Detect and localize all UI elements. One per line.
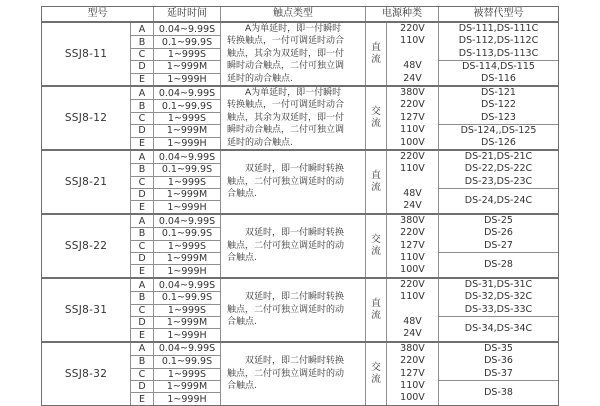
model-block [42,341,558,405]
letter-cell: B [130,35,153,47]
delay-cell: 0.04~9.99S [153,279,220,291]
contact-description-line: 转换触点，一付可调延时动合 [227,100,345,111]
power-kind-char: 交 [371,106,381,118]
delay-cell: 1~999H [153,200,220,212]
delay-cell: 0.04~9.99S [153,23,220,35]
voltage-value: 220V [400,278,425,290]
power-kind-char: 交 [371,234,381,246]
replaced-models-top-cell [438,151,558,188]
letter-cell: B [130,99,153,111]
letter-cell: E [130,137,153,149]
replaced-model: DS-37 [484,367,513,379]
contact-description-line: 触点，二付可独立调延时的动 [227,176,345,187]
contact-description-line: 延时的动合触点. [227,137,293,148]
voltage-value: 220V [400,23,425,34]
letter-cell: B [130,227,153,239]
power-kind-char: 直 [371,170,381,182]
model-block [42,21,558,85]
voltage-value: 110V [400,379,425,391]
delay-cell: 0.1~99.9S [153,163,220,175]
power-kind-cell [365,215,386,277]
replaced-models-top-cell [438,87,558,124]
model-cell: SSJ8-22 [64,239,108,252]
replaced-model: DS-26 [484,227,513,239]
replaced-model: DS-123 [481,111,516,123]
letter-cell: D [130,316,153,328]
table-header [42,7,558,21]
letter-cell: A [130,343,153,355]
replaced-model: DS-32,DS-32C [464,291,533,303]
delay-cell: 1~999M [153,380,220,392]
contact-cell [220,23,365,85]
replaced-model: DS-126 [481,137,516,149]
voltage-cell [386,87,438,149]
voltage-value: 100V [400,392,425,404]
voltage-value: 24V [403,328,422,340]
replaced-model: DS-23,DS-23C [464,175,533,187]
contact-description-line: A为单延时，即一付瞬时 [245,23,342,34]
voltage-value: 127V [400,367,425,379]
voltage-value: 48V [403,60,422,72]
replaced-models-bottom-cell [438,188,558,213]
model-block [42,277,558,341]
replaced-model: DS-112,DS-112C [458,35,539,47]
power-kind-char: 流 [371,373,381,385]
voltage-cell [386,215,438,277]
voltage-value: 220V [400,150,425,162]
contact-description-line: 触点，二付可独立调延时的动 [227,368,345,379]
replaced-model: DS-34,DS-34C [464,322,533,334]
replaced-models-bottom-cell [438,60,558,85]
model-cell: SSJ8-11 [64,47,108,60]
delay-cell: 1~999M [153,60,220,72]
replaced-model: DS-122 [481,99,516,111]
replaced-model: DS-24,DS-24C [464,194,533,206]
contact-description-line: 转换触点，一付可调延时动合 [227,36,345,47]
contact-description-line: 双延时，即二付瞬时转换 [245,292,345,303]
replaced-model: DS-21,DS-21C [464,150,533,162]
power-kind-char: 直 [371,42,381,54]
contact-description-line: 合触点. [227,189,257,200]
power-kind-char: 交 [371,362,381,374]
replaced-model: DS-38 [484,386,513,398]
letter-cell: C [130,304,153,316]
letter-cell: E [130,328,153,340]
voltage-value: 110V [400,124,425,136]
power-kind-char: 直 [371,298,381,310]
power-kind-cell [365,87,386,149]
delay-cell: 0.1~99.9S [153,35,220,47]
replaced-models-bottom-cell [438,252,558,277]
model-cell: SSJ8-21 [64,175,108,188]
table-body [42,21,558,405]
voltage-value: 127V [400,239,425,251]
contact-description-line: 合触点. [227,380,257,391]
voltage-value: 220V [400,355,425,367]
letter-cell: E [130,73,153,85]
letter-cell: C [130,368,153,380]
delay-cell: 0.1~99.9S [153,355,220,367]
delay-cell: 1~999M [153,316,220,328]
replaced-model: DS-25 [484,214,513,226]
letter-cell: E [130,392,153,404]
delay-cell: 1~999S [153,240,220,252]
delay-cell: 1~999M [153,188,220,200]
delay-cell: 1~999H [153,137,220,149]
delay-cell: 1~999H [153,392,220,404]
header-contact: 触点类型 [220,7,365,21]
replaced-model: DS-36 [484,355,513,367]
voltage-value: 380V [400,214,425,226]
replaced-model: DS-31,DS-31C [464,278,533,290]
replaced-models-top-cell [438,343,558,380]
voltage-value: 48V [403,188,422,200]
model-cell: SSJ8-31 [64,303,108,316]
header-replaced: 被替代型号 [438,7,558,21]
letter-cell: D [130,380,153,392]
voltage-value: 220V [400,227,425,239]
contact-description-line: 触点，二付可独立调延时的动 [227,240,345,251]
power-kind-char: 流 [371,245,381,257]
voltage-value: 100V [400,264,425,276]
model-block [42,213,558,277]
delay-cell: 1~999M [153,252,220,264]
contact-description-line: 瞬时动合触点，二付可独立调 [227,125,345,136]
letter-cell: A [130,151,153,163]
replaced-model: DS-22,DS-22C [464,163,533,175]
delay-cell: 0.04~9.99S [153,87,220,99]
power-kind-char: 流 [371,181,381,193]
delay-cell: 1~999S [153,48,220,60]
contact-description-line: 触点，其余为双延时，即一付 [227,48,345,59]
letter-cell: C [130,240,153,252]
replaced-model: DS-111,DS-111C [458,23,539,34]
contact-description-line: A为单延时，即一付瞬时 [245,87,342,98]
replaced-model: DS-121 [481,86,516,98]
voltage-value: 127V [400,111,425,123]
letter-cell: D [130,60,153,72]
letter-cell: A [130,215,153,227]
header-delay: 延时时间 [153,7,220,21]
contact-cell [220,151,365,213]
letter-cell: B [130,291,153,303]
replaced-models-top-cell [438,23,558,60]
voltage-value: 110V [400,291,425,303]
delay-cell: 0.1~99.9S [153,99,220,111]
voltage-value: 220V [400,99,425,111]
letter-cell: D [130,124,153,136]
delay-cell: 1~999S [153,304,220,316]
replaced-model: DS-35 [484,342,513,354]
letter-cell: E [130,264,153,276]
letter-cell: C [130,176,153,188]
model-block [42,149,558,213]
voltage-cell [386,151,438,213]
model-block [42,85,558,149]
letter-cell: C [130,48,153,60]
voltage-value: 110V [400,252,425,264]
voltage-value: 100V [400,136,425,148]
delay-cell: 1~999S [153,368,220,380]
delay-cell: 0.04~9.99S [153,343,220,355]
delay-cell: 1~999S [153,112,220,124]
letter-cell: A [130,87,153,99]
letter-cell: B [130,163,153,175]
header-model: 型号 [87,8,108,19]
contact-description-line: 瞬时动合触点，二付可独立调 [227,61,345,72]
contact-cell [220,87,365,149]
model-cell: SSJ8-12 [64,111,108,124]
delay-cell: 1~999M [153,124,220,136]
power-kind-char: 流 [371,309,381,321]
letter-cell: A [130,23,153,35]
voltage-value: 380V [400,342,425,354]
voltage-cell [386,343,438,405]
contact-description-line: 触点，其余为双延时，即一付 [227,112,345,123]
contact-description-line: 合触点. [227,253,257,264]
contact-description-line: 双延时，即一付瞬时转换 [245,164,345,175]
replaced-model: DS-124,,DS-125 [460,124,537,136]
replaced-model: DS-33,DS-33C [464,303,533,315]
replaced-models-top-cell [438,279,558,316]
power-kind-char: 流 [371,117,381,129]
delay-cell: 1~999H [153,264,220,276]
power-kind-cell [365,151,386,213]
letter-cell: A [130,279,153,291]
replaced-models-top-cell [438,215,558,252]
letter-cell: B [130,355,153,367]
contact-cell [220,279,365,341]
power-kind-cell [365,343,386,405]
voltage-value: 380V [400,86,425,98]
contact-description-line: 双延时，即二付瞬时转换 [245,356,345,367]
contact-description-line: 合触点. [227,316,257,327]
contact-cell [220,215,365,277]
contact-description-line: 双延时，即一付瞬时转换 [245,228,345,239]
replaced-model: DS-116 [481,73,516,85]
replaced-models-bottom-cell [438,316,558,341]
power-kind-cell [365,279,386,341]
delay-cell: 1~999S [153,176,220,188]
replaced-models-bottom-cell [438,124,558,149]
replaced-model: DS-27 [484,239,513,251]
voltage-cell [386,279,438,341]
model-cell: SSJ8-32 [64,367,108,380]
delay-cell: 0.1~99.9S [153,291,220,303]
replaced-model: DS-114,DS-115 [462,60,535,72]
power-kind-char: 流 [371,53,381,65]
letter-cell: D [130,188,153,200]
contact-description-line: 触点，二付可独立调延时的动 [227,304,345,315]
delay-cell: 1~999H [153,73,220,85]
replaced-model: DS-28 [484,258,513,270]
header-power: 电源种类 [365,7,438,21]
letter-cell: D [130,252,153,264]
letter-cell: E [130,200,153,212]
voltage-value: 110V [400,163,425,175]
replaced-model: DS-113,DS-113C [458,47,539,59]
delay-cell: 0.04~9.99S [153,215,220,227]
delay-cell: 0.1~99.9S [153,227,220,239]
replaced-models-bottom-cell [438,380,558,405]
delay-cell: 0.04~9.99S [153,151,220,163]
contact-description-line: 延时的动合触点. [227,73,293,84]
voltage-cell [386,23,438,85]
power-kind-cell [365,23,386,85]
voltage-value: 24V [403,72,422,84]
spec-table [41,6,559,406]
contact-cell [220,343,365,405]
letter-cell: C [130,112,153,124]
voltage-value: 48V [403,315,422,327]
voltage-value: 24V [403,200,422,212]
voltage-value: 110V [400,35,425,47]
delay-cell: 1~999H [153,328,220,340]
